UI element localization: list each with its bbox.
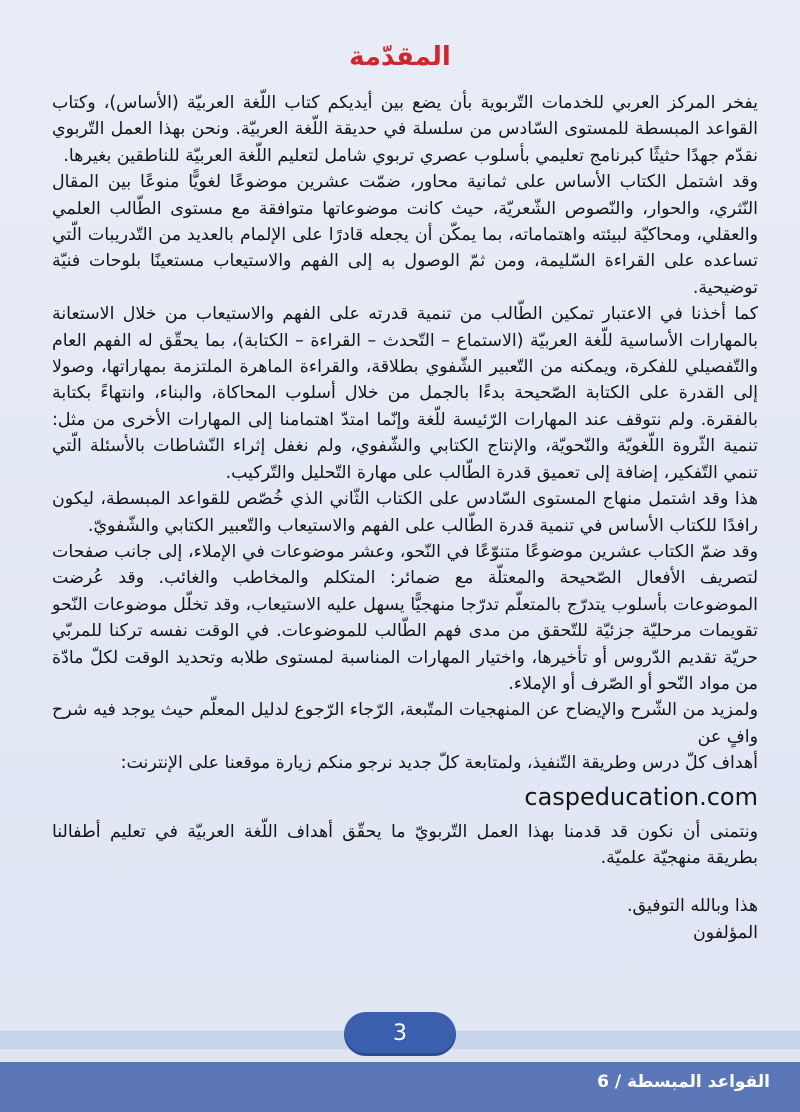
paragraph-1: يفخر المركز العربي للخدمات التّربوية بأن يضع بين أيديكم كتاب اللّغة العربيّة (الأساس)، وكتاب القواعد المبسطة للمستوى السّادس من سلسلة في حديقة اللّغة العربيّة. ونحن بهذا العمل التّربوي نقدّم جهدًا حثيثًا كبرنامج تعليمي بأسلوب عصري تربوي شامل لتعليم اللّغة العربيّة للناطقين بغيرها.: [52, 93, 758, 166]
footer-band: [0, 1062, 800, 1112]
paragraph-5: وقد ضمّ الكتاب عشرين موضوعًا متنوّعًا في النّحو، وعشر موضوعات في الإملاء، إلى جانب صفحات لتصريف الأفعال الصّحيحة والمعتلّة مع ضمائر: المتكلم والمخاطب والغائب. وقد عُرضت الموضوعات بأسلوب يتدرّج بالمتعلّم تدرّجا منهجيًّا يسهل عليه الاستيعاب، وقد تخلّل موضوعات النّحو تقويمات مرحليّة جزئيّة للتّحقق من مدى فهم الطّالب للموضوعات. في الوقت نفسه تركنا للمربّي حريّة تقديم الدّروس أو تأخيرها، واختيار المهارات المناسبة لمستوى طلابه وتحديد الوقت لكلّ مادّة من مواد النّحو أو الصّرف أو الإملاء.: [52, 541, 758, 694]
paragraph-6: ولمزيد من الشّرح والإيضاح عن المنهجيات المتّبعة، الرّجاء الرّجوع لدليل المعلّم حيث يوجد فيه شرح وافٍ عن: [52, 700, 758, 747]
paragraph-2: وقد اشتمل الكتاب الأساس على ثمانية محاور، ضمّت عشرين موضوعًا لغويًّا منوعًا بين المقال النّثري، والحوار، والنّصوص الشّعريّة، حيث كانت موضوعاتها متوافقة مع مستوى الطّالب العلمي والعقلي، ومحاكيّة لبيئته واهتماماته، بما يمكّن أن يجعله قادرًا على الإلمام بالعديد من التّدريبات الّتي تساعده على القراءة السّليمة، ومن ثمّ الوصول به إلى الفهم والاستيعاب مستعينًا بلوحات فنيّة توضيحية.: [52, 172, 758, 298]
page-title: المقدّمة: [349, 42, 451, 72]
paragraph-4: هذا وقد اشتمل منهاج المستوى السّادس على الكتاب الثّاني الذي خُصّص للقواعد المبسطة، ليكون رافدًا للكتاب الأساس في تنمية قدرة الطّالب على الفهم والاستيعاب والتّعبير الكتابي والشّفويّ.: [52, 489, 758, 536]
paragraph-3: كما أخذنا في الاعتبار تمكين الطّالب من تنمية قدرته على الفهم والاستيعاب من خلال الاستعانة بالمهارات الأساسية للّغة العربيّة (الاستماع – التّحدث – القراءة – الكتابة)، بما يحقّق له الفهم العام والتّفصيلي للفكرة، ويمكنه من التّعبير الشّفوي بطلاقة، والقراءة الماهرة الملتزمة بمهاراتها، وصولا إلى القدرة على الكتابة الصّحيحة بدءًا بالجمل من خلال أسلوب المحاكاة، والبناء، وانتهاءً بكتابة بالفقرة. ولم نتوقف عند المهارات الرّئيسة للّغة وإنّما امتدّ اهتمامنا إلى المهارات الأخرى من مثل: تنمية الثّروة اللّغويّة والنّحويّة، والإنتاج الكتابي والشّفوي، ولم نغفل إثراء النّشاطات بالأسئلة الّتي تنمي التّفكير، إضافة إلى تعميق قدرة الطّالب على مهارة التّحليل والتّركيب.: [52, 304, 758, 483]
authors: المؤلفون: [692, 922, 758, 943]
page-number: 3: [344, 1012, 456, 1056]
website-link[interactable]: caspeducation.com: [524, 782, 758, 811]
sign-off: هذا وبالله التوفيق.: [626, 896, 758, 917]
paragraph-7: أهداف كلّ درس وطريقة التّنفيذ، ولمتابعة كلّ جديد نرجو منكم زيارة موقعنا على الإنترنت:: [120, 753, 758, 774]
introduction-text: [52, 90, 758, 946]
closing-paragraph: ونتمنى أن نكون قد قدمنا بهذا العمل التّربويّ ما يحقّق أهداف اللّغة العربيّة في تعليم أطفالنا بطريقة منهجيّة علميّة.: [52, 821, 758, 868]
footer-label: القواعد المبسطة / 6: [597, 1072, 770, 1092]
